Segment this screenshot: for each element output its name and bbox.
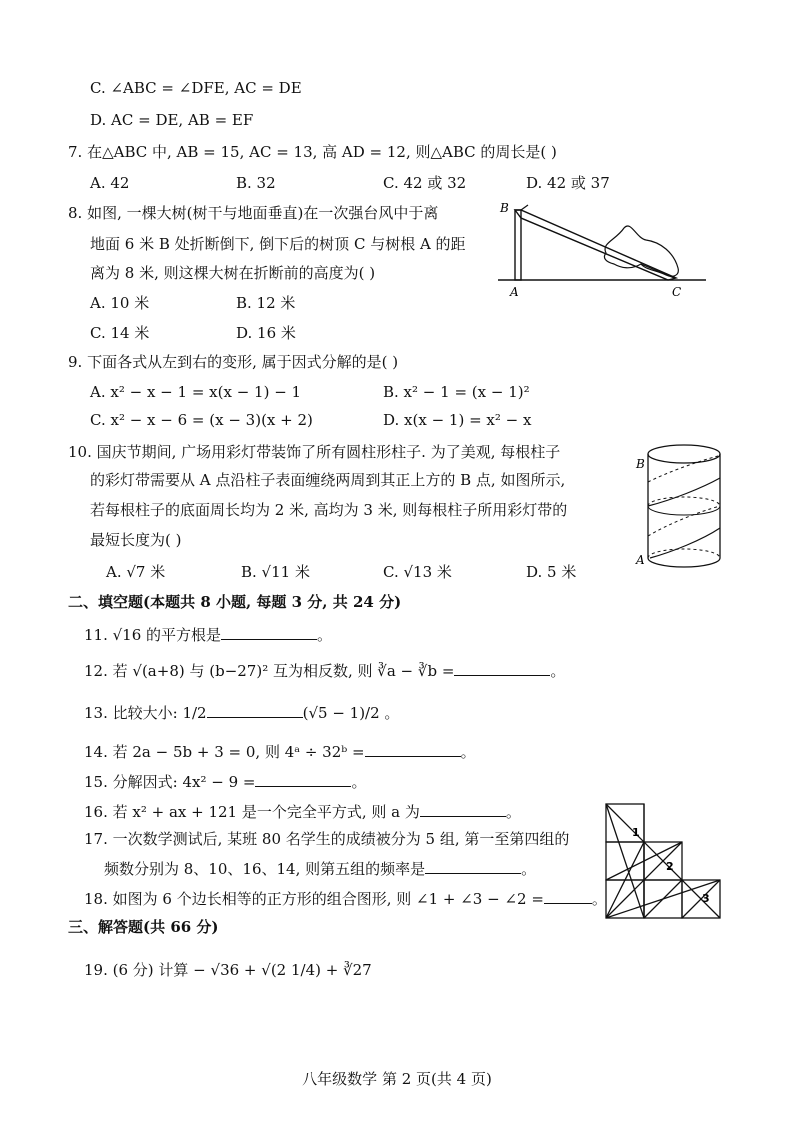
question-16 bbox=[84, 801, 521, 822]
q12-answer-blank[interactable] bbox=[454, 660, 550, 676]
question-17-line2 bbox=[104, 858, 536, 879]
q9-option-a: A. x² − x − 1 = x(x − 1) − 1 bbox=[90, 383, 302, 401]
q13-answer-blank[interactable] bbox=[207, 702, 303, 718]
q9-option-b: B. x² − 1 = (x − 1)² bbox=[383, 383, 530, 401]
cylinder-label-b: B bbox=[636, 457, 645, 471]
question-11 bbox=[84, 624, 332, 645]
tree-label-c: C bbox=[672, 285, 682, 299]
section-2-title: 二、填空题(本题共 8 小题, 每题 3 分, 共 24 分) bbox=[68, 593, 402, 611]
q8-option-b: B. 12 米 bbox=[236, 294, 296, 312]
q18-answer-blank[interactable] bbox=[544, 888, 592, 904]
q8-option-d: D. 16 米 bbox=[236, 324, 296, 342]
q11-end: 。 bbox=[317, 626, 333, 644]
q15-text: 15. 分解因式: 4x² − 9 = bbox=[84, 773, 256, 791]
q17-text: 频数分别为 8、10、16、14, 则第五组的频率是 bbox=[104, 860, 426, 878]
q9-option-d: D. x(x − 1) = x² − x bbox=[383, 411, 532, 429]
question-14 bbox=[84, 741, 476, 762]
question-7: 7. 在△ABC 中, AB = 15, AC = 13, 高 AD = 12, 则△ABC 的周长是( ) bbox=[68, 143, 557, 161]
question-10-line1: 10. 国庆节期间, 广场用彩灯带装饰了所有圆柱形柱子. 为了美观, 每根柱子 bbox=[68, 443, 561, 461]
question-8-line3: 离为 8 米, 则这棵大树在折断前的高度为( ) bbox=[90, 264, 376, 282]
cylinder-label-a: A bbox=[636, 553, 645, 567]
q16-text: 16. 若 x² + ax + 121 是一个完全平方式, 则 a 为 bbox=[84, 803, 420, 821]
q10-option-c: C. √13 米 bbox=[383, 563, 452, 581]
cylinder-figure bbox=[632, 440, 728, 574]
option-c-prev: C. ∠ABC = ∠DFE, AC = DE bbox=[90, 79, 302, 97]
q12-end: 。 bbox=[550, 662, 566, 680]
question-19: 19. (6 分) 计算 − √36 + √(2 1/4) + ∛27 bbox=[84, 961, 372, 979]
question-12 bbox=[84, 660, 565, 681]
q14-answer-blank[interactable] bbox=[365, 741, 461, 757]
section-3-title: 三、解答题(共 66 分) bbox=[68, 918, 219, 936]
q16-answer-blank[interactable] bbox=[420, 801, 506, 817]
angle-label-1: 1 bbox=[632, 826, 640, 839]
q17-end: 。 bbox=[521, 860, 537, 878]
q7-option-a: A. 42 bbox=[90, 174, 130, 192]
six-squares-figure bbox=[602, 800, 730, 924]
question-13 bbox=[84, 702, 399, 723]
q10-option-d: D. 5 米 bbox=[526, 563, 577, 581]
q8-option-c: C. 14 米 bbox=[90, 324, 150, 342]
question-17-line1: 17. 一次数学测试后, 某班 80 名学生的成绩被分为 5 组, 第一至第四组的 bbox=[84, 830, 570, 848]
q16-end: 。 bbox=[505, 803, 521, 821]
q15-end: 。 bbox=[351, 773, 367, 791]
q11-text: 11. √16 的平方根是 bbox=[84, 626, 222, 644]
q7-option-c: C. 42 或 32 bbox=[383, 174, 467, 192]
q7-option-b: B. 32 bbox=[236, 174, 276, 192]
question-18 bbox=[84, 888, 607, 909]
option-d-prev: D. AC = DE, AB = EF bbox=[90, 111, 254, 129]
q18-end: 。 bbox=[591, 890, 607, 908]
page-footer: 八年级数学 第 2 页(共 4 页) bbox=[302, 1070, 492, 1088]
question-9: 9. 下面各式从左到右的变形, 属于因式分解的是( ) bbox=[68, 353, 399, 371]
q10-option-a: A. √7 米 bbox=[106, 563, 166, 581]
q8-option-a: A. 10 米 bbox=[90, 294, 150, 312]
q10-option-b: B. √11 米 bbox=[241, 563, 310, 581]
angle-label-2: 2 bbox=[666, 860, 674, 873]
question-8-line2: 地面 6 米 B 处折断倒下, 倒下后的树顶 C 与树根 A 的距 bbox=[90, 235, 466, 253]
q17-answer-blank[interactable] bbox=[425, 858, 521, 874]
q15-answer-blank[interactable] bbox=[255, 771, 351, 787]
question-10-line4: 最短长度为( ) bbox=[90, 531, 182, 549]
q9-option-c: C. x² − x − 6 = (x − 3)(x + 2) bbox=[90, 411, 313, 429]
q14-end: 。 bbox=[460, 743, 476, 761]
q7-option-d: D. 42 或 37 bbox=[526, 174, 610, 192]
q12-text: 12. 若 √(a+8) 与 (b−27)² 互为相反数, 则 ∛a − ∛b = bbox=[84, 662, 455, 680]
q13-text: 13. 比较大小: 1/2 bbox=[84, 704, 207, 722]
question-8-line1: 8. 如图, 一棵大树(树干与地面垂直)在一次强台风中于离 bbox=[68, 204, 439, 222]
q14-text: 14. 若 2a − 5b + 3 = 0, 则 4ᵃ ÷ 32ᵇ = bbox=[84, 743, 365, 761]
question-10-line2: 的彩灯带需要从 A 点沿柱子表面缠绕两周到其正上方的 B 点, 如图所示, bbox=[90, 471, 566, 489]
q11-answer-blank[interactable] bbox=[221, 624, 317, 640]
question-15 bbox=[84, 771, 366, 792]
tree-figure bbox=[496, 198, 710, 302]
q13-right: (√5 − 1)/2 。 bbox=[302, 704, 400, 722]
tree-label-b: B bbox=[500, 201, 509, 215]
angle-label-3: 3 bbox=[702, 892, 710, 905]
q18-text: 18. 如图为 6 个边长相等的正方形的组合图形, 则 ∠1 + ∠3 − ∠2 = bbox=[84, 890, 544, 908]
question-10-line3: 若每根柱子的底面周长均为 2 米, 高均为 3 米, 则每根柱子所用彩灯带的 bbox=[90, 501, 568, 519]
tree-label-a: A bbox=[510, 285, 519, 299]
